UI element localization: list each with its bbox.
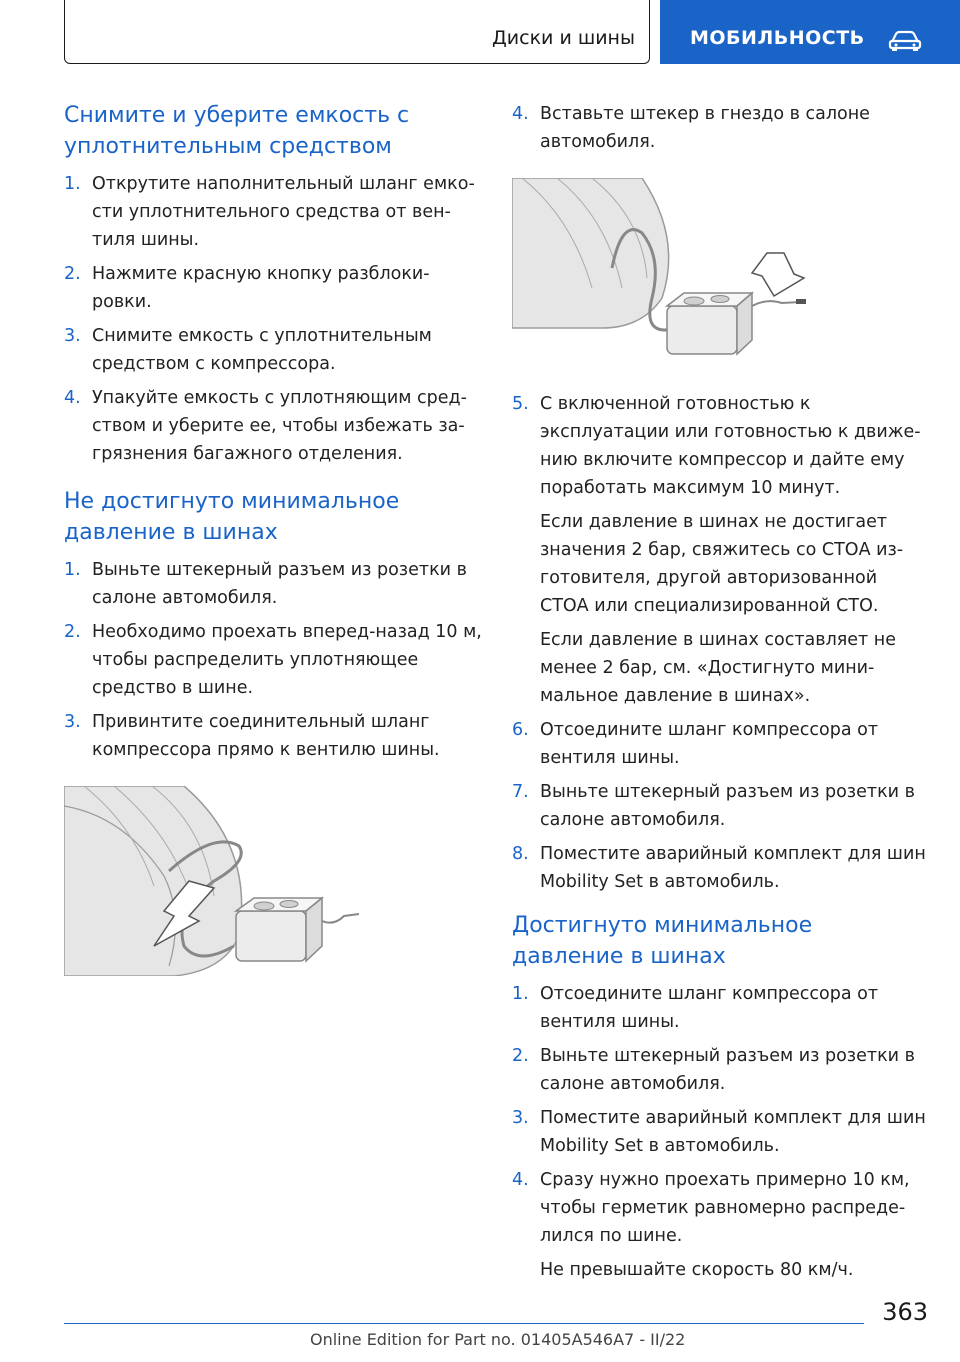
right-column [512,100,930,1290]
compressor-socket-illustration [512,178,812,368]
step-text: Необходимо проехать вперед-назад 10 м, чтобы распределить уплотняющее средство в шине. [92,622,482,698]
list-item [512,778,930,834]
heading-pressure-not-reached: Не достигнуто минимальное давление в шинах [64,489,400,545]
footer-divider [64,1323,864,1324]
step-number: 7. [512,782,529,802]
header-chapter-box [660,0,960,64]
left-column [64,100,482,998]
step-text: Сразу нужно проехать примерно 10 км, чтобы герметик равномерно распределился по шине. [540,1170,910,1246]
step-text: Отсоедините шланг компрессора от вентиля шины. [540,984,879,1032]
step-text: С включенной готовностью к эксплуатации или готовностью к движению включите компрессор и дайте ему поработать максимум 10 минут. [540,394,921,498]
header-section-box [64,0,650,64]
step-number: 4. [512,104,529,124]
step-text: Нажмите красную кнопку разблокировки. [92,264,430,312]
list-item [64,384,482,468]
list-item [64,322,482,378]
list-item [64,556,482,612]
step-text: Поместите аварийный комплект для шин Mobility Set в автомобиль. [540,844,926,892]
step-number: 2. [64,264,81,284]
step-number: 1. [512,984,529,1004]
note-text: Не превышайте скорость 80 км/ч. [540,1260,854,1280]
step-number: 3. [64,326,81,346]
step-number: 4. [64,388,81,408]
step-number: 4. [512,1170,529,1190]
note-text: Если давление в шинах не достигает значения 2 бар, свяжитесь со СТОА изготовителя, другой авторизованной СТОА или специализированной СТО. [540,512,904,616]
step-number: 1. [64,174,81,194]
chapter-title: МОБИЛЬНОСТЬ [690,27,865,49]
step-text: Поместите аварийный комплект для шин Mobility Set в автомобиль. [540,1108,926,1156]
heading-remove-sealant: Снимите и уберите емкость с уплотнительным средством [64,103,410,159]
step-text: Выньте штекерный разъем из розетки в салоне автомобиля. [92,560,467,608]
list-item [512,100,930,156]
step-number: 6. [512,720,529,740]
footer-edition: Online Edition for Part no. 01405A546A7 - II/22 [310,1330,686,1349]
step-number: 2. [64,622,81,642]
step-number: 1. [64,560,81,580]
step-number: 2. [512,1046,529,1066]
car-icon [888,30,922,52]
list-item [512,716,930,772]
step-text: Упакуйте емкость с уплотняющим средством и уберите ее, чтобы избежать загрязнения багажного отделения. [92,388,467,464]
compressor-valve-illustration [64,786,364,976]
step-text: Отсоедините шланг компрессора от вентиля шины. [540,720,879,768]
list-item [512,980,930,1036]
section-title: Диски и шины [491,27,635,49]
step-text: Привинтите соединительный шланг компрессора прямо к вентилю шины. [92,712,440,760]
step-number: 5. [512,394,529,414]
step-number: 3. [64,712,81,732]
step-text: Выньте штекерный разъем из розетки в салоне автомобиля. [540,1046,915,1094]
step-text: Выньте штекерный разъем из розетки в салоне автомобиля. [540,782,915,830]
step-text: Вставьте штекер в гнездо в салоне автомобиля. [540,104,870,152]
list-item [64,170,482,254]
list-item [64,260,482,316]
page-number: 363 [882,1298,928,1326]
step-text: Открутите наполнительный шланг емкости уплотнительного средства от вентиля шины. [92,174,475,250]
list-item [64,708,482,764]
list-item [512,1104,930,1160]
step-text: Снимите емкость с уплотнительным средством с компрессора. [92,326,432,374]
step-number: 3. [512,1108,529,1128]
list-item [512,390,930,502]
heading-pressure-reached: Достигнуто минимальное давление в шинах [512,913,813,969]
list-item [512,840,930,896]
list-item [64,618,482,702]
list-item [512,1166,930,1250]
step-number: 8. [512,844,529,864]
list-item [512,1042,930,1098]
note-text: Если давление в шинах составляет не менее 2 бар, см. «Достигнуто минимальное давление в шинах». [540,630,897,706]
